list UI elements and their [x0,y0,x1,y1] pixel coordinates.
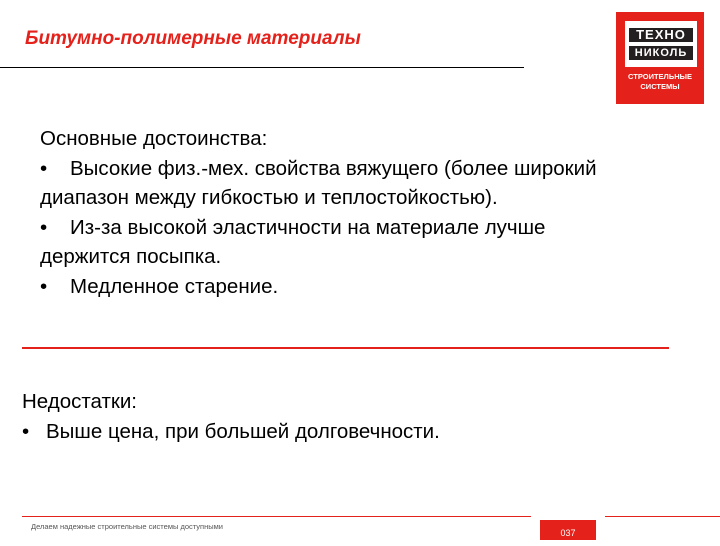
list-item [40,272,700,302]
title-divider [0,67,524,68]
bullet-icon: • [40,274,48,298]
logo-brand-line2: НИКОЛЬ [629,46,693,60]
footer-divider-left [22,516,531,517]
list-item [40,213,700,243]
logo-brand-line1: ТЕХНО [629,28,693,42]
advantage-1-line-1: Высокие физ.-мех. свойства вяжущего (более широкий [70,156,597,180]
footer-slogan: Делаем надежные строительные системы доступными [31,522,223,531]
disadvantage-1: Выше цена, при большей долговечности. [46,420,440,443]
advantage-1-line-2: диапазон между гибкостью и теплостойкостью). [40,186,498,209]
bullet-icon: • [40,215,48,239]
advantage-2-line-1: Из-за высокой эластичности на материале лучше [70,215,546,239]
advantages-heading: Основные достоинства: [40,127,268,150]
section-divider [22,347,669,349]
logo-wordmark-box [624,20,698,68]
advantages-block [40,124,700,301]
disadvantages-block [22,387,682,447]
list-item [40,154,700,184]
page-title: Битумно-полимерные материалы [25,28,361,49]
list-item [22,417,682,447]
advantage-2-line-2: держится посыпка. [40,245,222,268]
disadvantages-heading: Недостатки: [22,390,137,413]
bullet-icon: • [40,156,48,180]
technonicol-logo [616,12,704,104]
page-number: 037 [540,520,596,540]
advantage-3-line-1: Медленное старение. [70,274,279,298]
footer-divider-right [605,516,720,517]
bullet-icon: • [22,420,30,443]
logo-tagline: СТРОИТЕЛЬНЫЕ СИСТЕМЫ [628,72,692,91]
